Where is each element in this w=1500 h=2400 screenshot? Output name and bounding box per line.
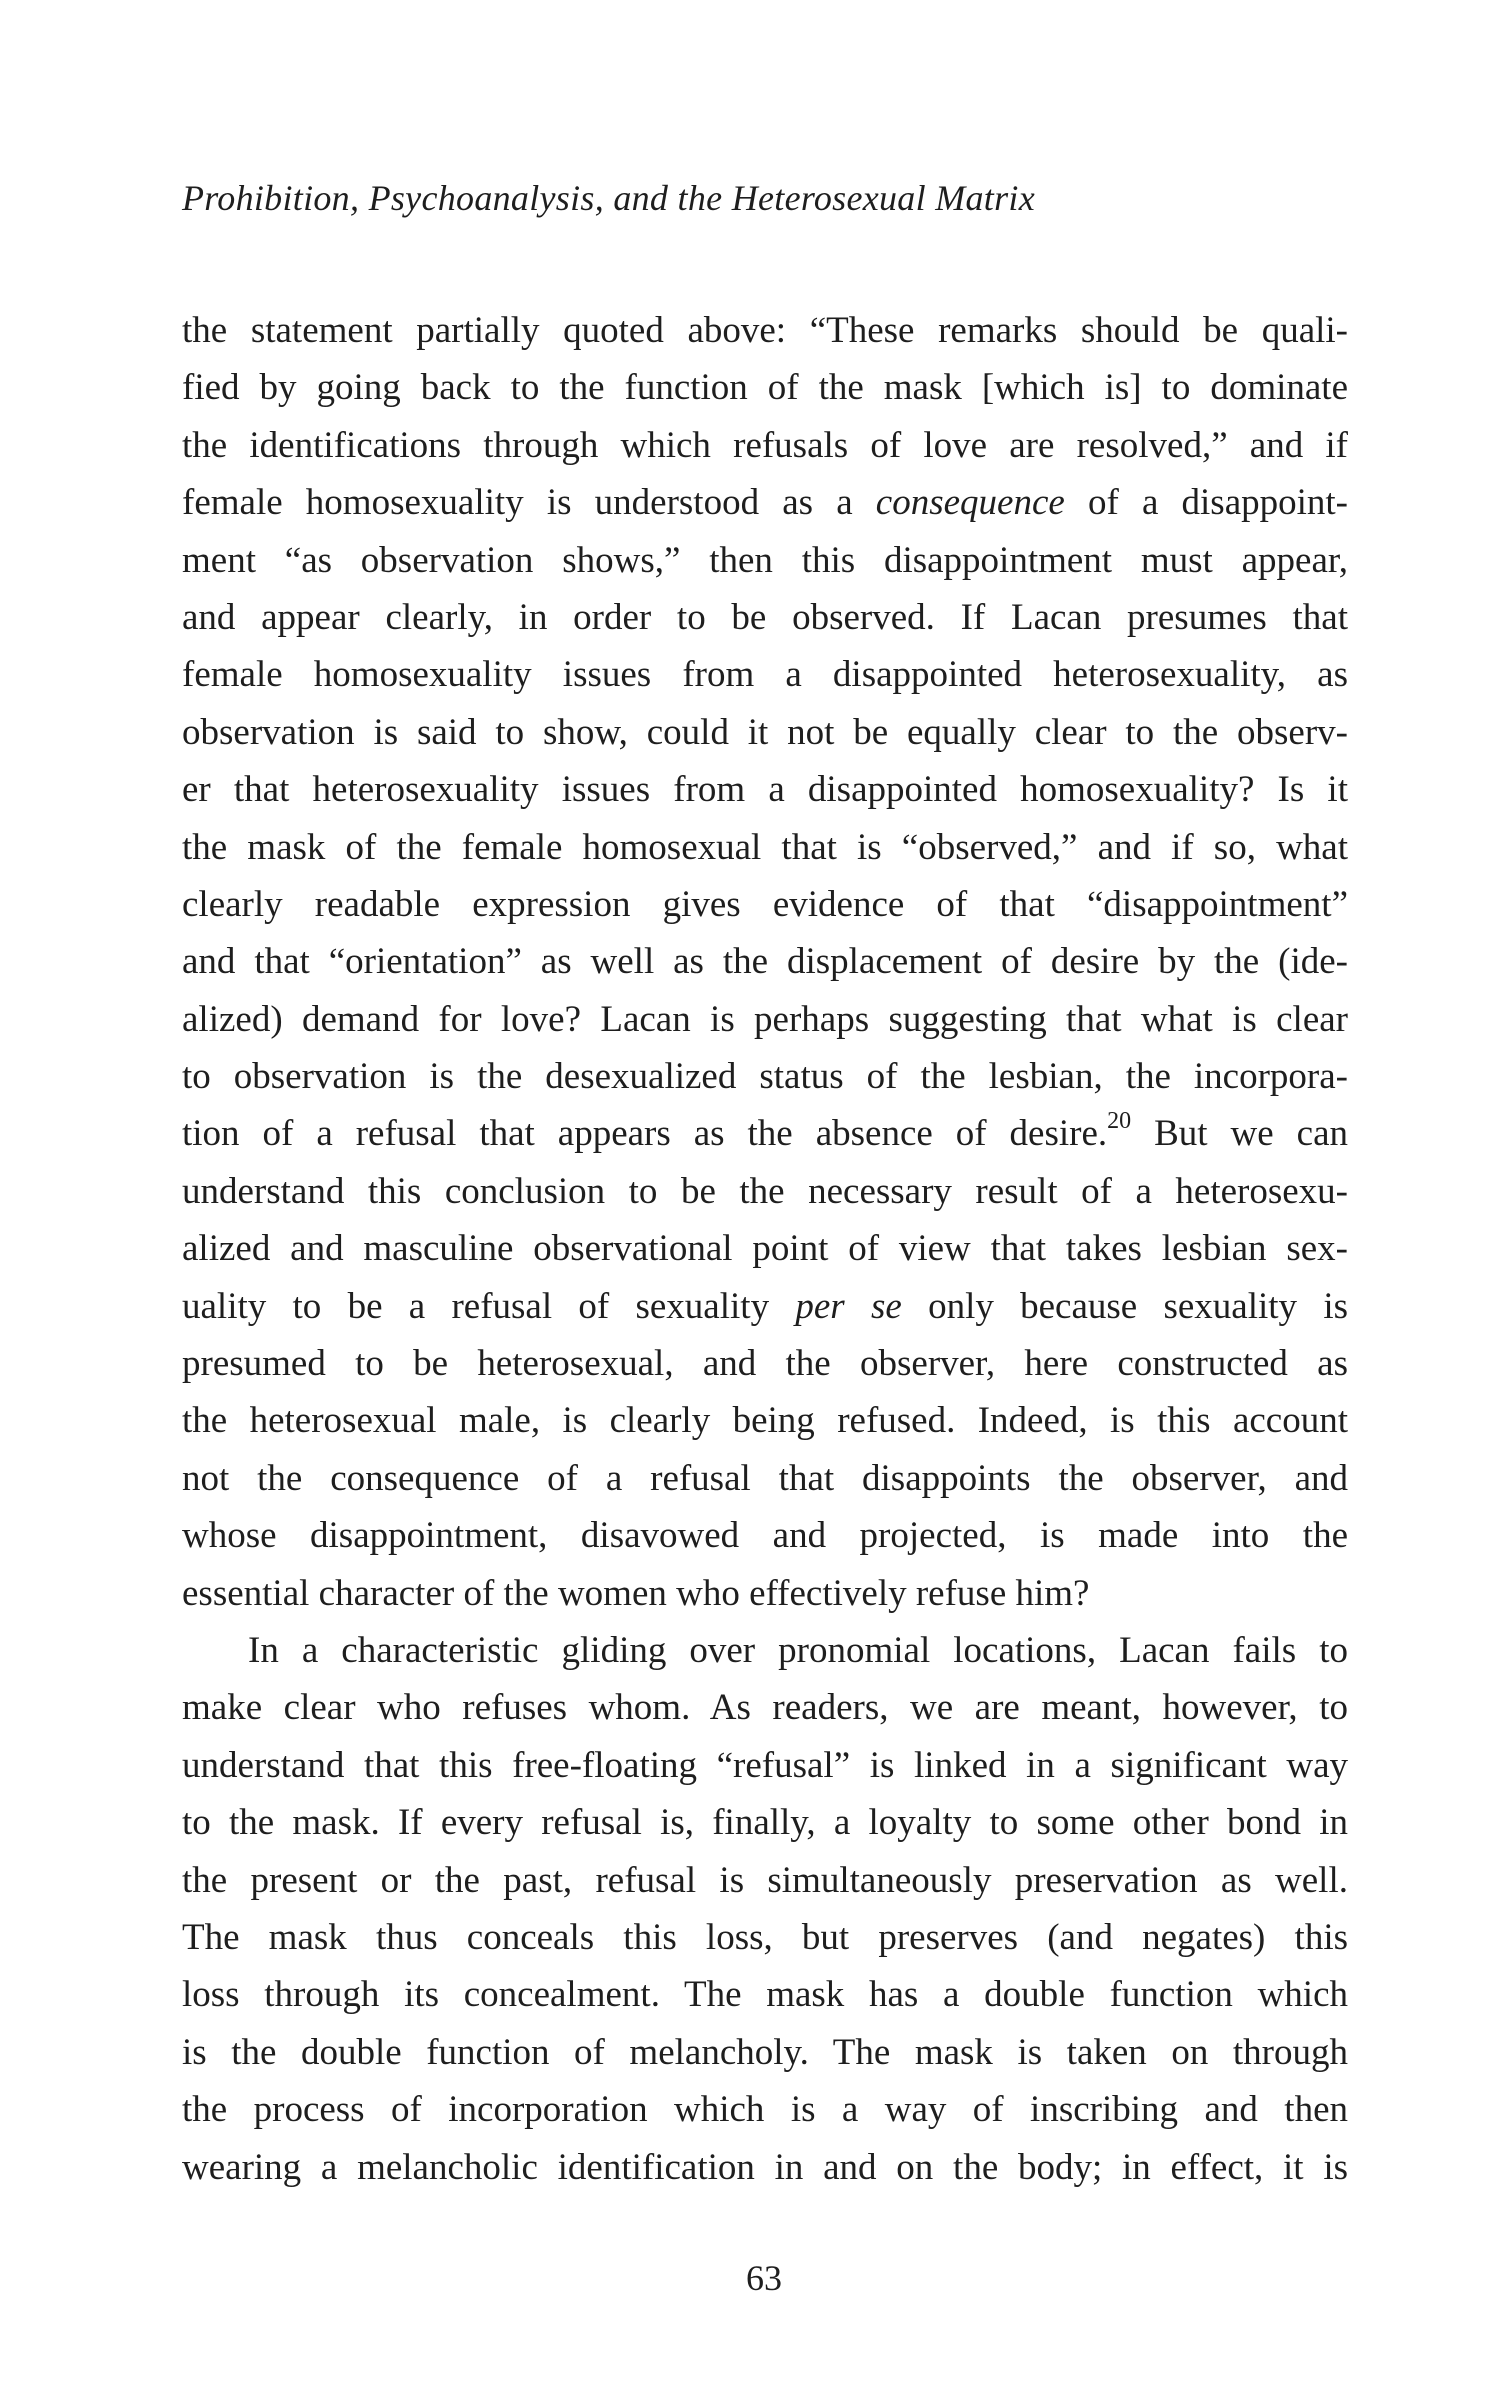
text-line [182,1105,1348,1162]
text-segment: uality to be a refusal of sexuality [182,1285,770,1327]
running-head: Prohibition, Psychoanalysis, and the Heterosexual Matrix [182,178,1035,218]
text-segment: But we can [1154,1113,1349,1155]
text-line: the process of incorporation which is a way of inscribing and then [182,2089,1348,2131]
text-line: fied by going back to the function of the mask [which is] to dominate [182,367,1348,409]
text-line: loss through its concealment. The mask has a double function which [182,1974,1348,2016]
text-line: the heterosexual male, is clearly being refused. Indeed, is this account [182,1400,1348,1442]
text-segment: tion of a refusal that appears as the absence of desire. [182,1113,1108,1155]
text-line: essential character of the women who effectively refuse him? [182,1572,1090,1614]
text-line: understand that this free-floating “refusal” is linked in a significant way [182,1744,1348,1786]
text-line: er that heterosexuality issues from a disappointed homosexuality? Is it [182,769,1348,811]
text-line [182,1278,1348,1335]
text-line: not the consequence of a refusal that disappoints the observer, and [182,1457,1348,1499]
text-segment: female homosexuality is understood as a [182,482,853,524]
text-line: wearing a melancholic identification in and on the body; in effect, it is [182,2146,1348,2188]
text-line: the present or the past, refusal is simultaneously preservation as well. [182,1859,1348,1901]
text-line: the mask of the female homosexual that is “observed,” and if so, what [182,826,1348,868]
page-number: 63 [746,2258,782,2298]
text-line: female homosexuality issues from a disappointed heterosexuality, as [182,654,1348,696]
text-line: whose disappointment, disavowed and projected, is made into the [182,1515,1348,1557]
text-line: The mask thus conceals this loss, but preserves (and negates) this [182,1916,1348,1958]
text-line: the identifications through which refusals of love are resolved,” and if [182,424,1348,466]
body-text [182,302,1348,2196]
text-line: understand this conclusion to be the necessary result of a heterosexu- [182,1170,1348,1212]
paragraph-2 [182,1622,1348,2196]
text-line: and appear clearly, in order to be observed. If Lacan presumes that [182,596,1348,638]
text-line: clearly readable expression gives evidence of that “disappointment” [182,883,1348,925]
text-line: ment “as observation shows,” then this disappointment must appear, [182,539,1348,581]
text-line: alized and masculine observational point of view that takes lesbian sex- [182,1228,1348,1270]
text-line [182,474,1348,531]
text-line: presumed to be heterosexual, and the observer, here constructed as [182,1343,1348,1385]
text-line: alized) demand for love? Lacan is perhaps suggesting that what is clear [182,998,1348,1040]
text-segment: only because sexuality is [928,1285,1349,1327]
paragraph-1 [182,302,1348,1622]
footnote-marker[interactable]: 20 [1107,1108,1132,1135]
text-segment: of a disappoint- [1087,482,1349,524]
text-line: and that “orientation” as well as the displacement of desire by the (ide- [182,941,1348,983]
text-line: make clear who refuses whom. As readers, we are meant, however, to [182,1687,1348,1729]
text-line: observation is said to show, could it not be equally clear to the observ- [182,711,1348,753]
italic-emphasis: per se [795,1285,902,1327]
text-line: to observation is the desexualized status of the lesbian, the incorpora- [182,1056,1348,1098]
italic-emphasis: consequence [875,482,1065,524]
text-line: to the mask. If every refusal is, finally, a loyalty to some other bond in [182,1802,1348,1844]
text-line: is the double function of melancholy. The mask is taken on through [182,2031,1348,2073]
text-line: In a characteristic gliding over pronomial locations, Lacan fails to [248,1629,1348,1671]
text-line: the statement partially quoted above: “These remarks should be quali- [182,310,1348,351]
